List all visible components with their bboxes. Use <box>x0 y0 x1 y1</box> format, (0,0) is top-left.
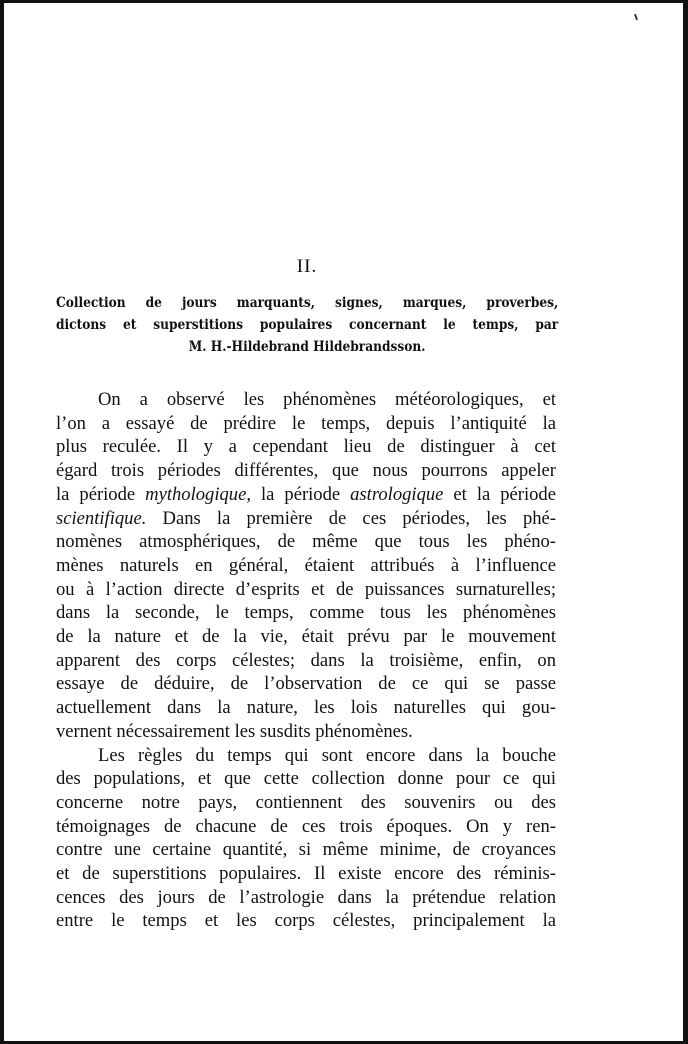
italic-term-astrologique: astrologique <box>350 483 444 505</box>
text-run: la période <box>251 483 351 505</box>
title-line: Collection de jours marquants, signes, marques, proverbes, <box>56 295 559 311</box>
scan-speck <box>634 14 638 20</box>
text-line: essaye de déduire, de l’observation de ce qui se passe <box>56 673 556 695</box>
section-title <box>56 292 559 358</box>
text-line: plus reculée. Il y a cependant lieu de distinguer à cet <box>56 436 556 458</box>
text-run: et la période <box>443 483 556 505</box>
text-line <box>56 483 556 507</box>
text-line: entre le temps et les corps célestes, principalement la <box>56 910 556 932</box>
paragraph-1 <box>56 388 556 744</box>
text-line: actuellement dans la nature, les lois naturelles qui gou- <box>56 697 556 719</box>
text-line: Les règles du temps qui sont encore dans la bouche <box>98 744 556 766</box>
text-run: Dans la première de ces périodes, les phé- <box>146 507 556 529</box>
text-line: vernent nécessairement les susdits phénomènes. <box>56 720 413 742</box>
paragraph-2 <box>56 744 556 934</box>
text-line: et de superstitions populaires. Il existe encore des réminis- <box>56 863 556 885</box>
text-line: ou à l’action directe d’esprits et de puissances surnaturelles; <box>56 578 556 600</box>
scan-border-top <box>0 0 688 3</box>
text-line: On a observé les phénomènes météorologiques, et <box>98 389 556 410</box>
text-line: contre une certaine quantité, si même minime, de croyances <box>56 839 556 861</box>
scan-border-right <box>683 0 688 1044</box>
text-line: l’on a essayé de prédire le temps, depuis l’antiquité la <box>56 412 556 434</box>
body-text <box>56 388 556 933</box>
text-line: de la nature et de la vie, était prévu par le mouvement <box>56 626 556 648</box>
text-line: des populations, et que cette collection donne pour ce qui <box>56 768 556 790</box>
text-line: apparent des corps célestes; dans la troisième, enfin, on <box>56 649 556 671</box>
text-run: la période <box>56 483 146 505</box>
text-line: dans la seconde, le temps, comme tous les phénomènes <box>56 602 556 624</box>
title-line: dictons et superstitions populaires concernant le temps, par <box>56 317 559 333</box>
text-line: témoignages de chacune de ces trois époques. On y ren- <box>56 815 556 837</box>
section-number: II. <box>296 256 318 277</box>
text-line: égard trois périodes différentes, que nous pourrons appeler <box>56 460 556 482</box>
text-line: nomènes atmosphériques, de même que tous les phéno- <box>56 531 556 553</box>
italic-term-mythologique: mythologique, <box>145 483 252 505</box>
text-line: cences des jours de l’astrologie dans la prétendue relation <box>56 886 556 908</box>
text-line: concerne notre pays, contiennent des souvenirs ou des <box>56 791 556 813</box>
text-line: mènes naturels en général, étaient attribués à l’influence <box>56 554 556 576</box>
italic-term-scientifique: scientifique. <box>56 507 147 529</box>
title-author-line: M. H.-Hildebrand Hildebrandsson. <box>188 339 426 355</box>
scan-border-left <box>0 0 4 1044</box>
text-line <box>56 507 556 531</box>
